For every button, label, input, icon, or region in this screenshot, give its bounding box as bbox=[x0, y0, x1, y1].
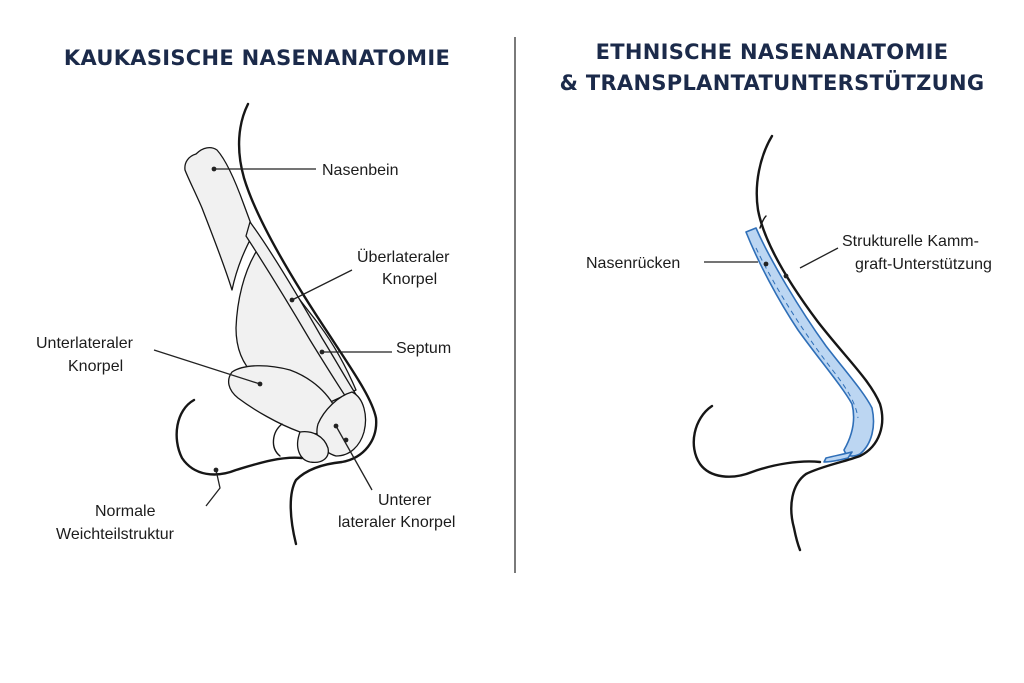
dot-soft-tissue bbox=[214, 468, 219, 473]
leader-upper-lateral bbox=[292, 270, 352, 300]
right-title-line-2: & TRANSPLANTATUNTERSTÜTZUNG bbox=[559, 71, 985, 95]
right-ala-outline bbox=[694, 406, 820, 477]
label-lower-lateral-line-2: Knorpel bbox=[68, 358, 124, 375]
label-lower-lateral-line-1: Unterlateraler bbox=[36, 335, 133, 352]
dot-lower-lateral bbox=[258, 382, 263, 387]
leader-graft bbox=[800, 248, 838, 268]
dot-inferior-lateral-2 bbox=[344, 438, 349, 443]
right-nose-illustration bbox=[694, 136, 882, 550]
label-inferior-lateral-line-2: lateraler Knorpel bbox=[338, 514, 456, 531]
label-upper-lateral-line-2: Knorpel bbox=[382, 271, 438, 288]
label-nasal-bone: Nasenbein bbox=[322, 162, 399, 179]
dot-dorsum bbox=[764, 262, 769, 267]
label-graft-line-1: Strukturelle Kamm- bbox=[842, 233, 979, 250]
right-title-line-1: ETHNISCHE NASENANATOMIE bbox=[595, 40, 949, 64]
label-graft-line-2: graft-Unterstützung bbox=[855, 256, 992, 273]
label-upper-lateral-line-1: Überlateraler bbox=[357, 249, 450, 266]
dot-upper-lateral bbox=[290, 298, 295, 303]
dot-septum bbox=[320, 350, 325, 355]
left-title-text: KAUKASISCHE NASENANATOMIE bbox=[63, 46, 451, 70]
label-inferior-lateral-line-1: Unterer bbox=[378, 492, 432, 509]
dot-graft bbox=[784, 274, 789, 279]
dot-nasal-bone bbox=[212, 167, 217, 172]
left-nostril-inner bbox=[273, 424, 282, 456]
dot-inferior-lateral bbox=[334, 424, 339, 429]
right-labels bbox=[586, 233, 992, 273]
label-septum: Septum bbox=[396, 340, 452, 357]
label-soft-tissue-line-2: Weichteilstruktur bbox=[56, 526, 174, 543]
label-dorsum: Nasenrücken bbox=[586, 255, 681, 272]
label-soft-tissue-line-1: Normale bbox=[95, 503, 156, 520]
